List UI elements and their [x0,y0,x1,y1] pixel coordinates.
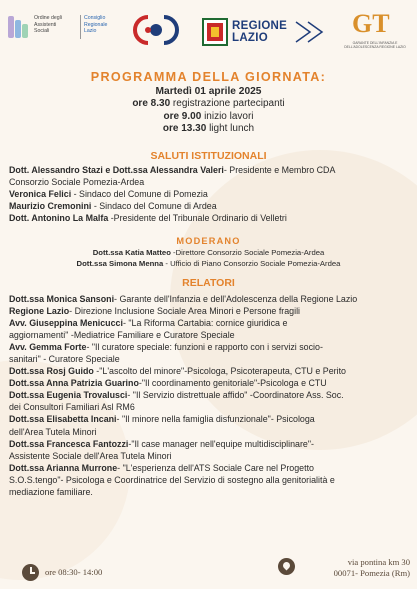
speaker-line [9,188,411,200]
speaker-line [9,164,411,176]
schedule-label: inizio lavori [204,110,254,122]
speaker-line [9,462,411,474]
moderator-role: -Direttore Consorzio Sociale Pomezia-Ardea [170,248,325,257]
clock-icon [22,564,39,581]
speaker-line [9,200,411,212]
schedule-item [0,111,417,124]
speaker-role: - Direzione Inclusione Sociale Area Minori e Persone fragili [69,306,301,317]
speaker-role: S.O.S.tengo"- Psicologa e Coordinatrice del Servizio di sostegno alla genitorialità e [9,474,335,485]
speaker-name: Maurizio Cremonini [9,201,92,212]
consiglio-logo-text [84,15,124,35]
speaker-line [9,401,411,413]
ordine-logo-text [34,15,78,35]
consiglio-line: Lazio [84,28,97,34]
speaker-name: Dott.ssa Elisabetta Incani [9,414,117,425]
regione-lazio-logo [202,18,324,46]
page-title: PROGRAMMA DELLA GIORNATA: [90,70,327,84]
garante-logo-text: GARANTE DELL'INFANZIA E DELL'ADOLESCENZA REGIONE LAZIO [344,41,406,49]
saluti-heading: SALUTI ISTITUZIONALI [150,150,267,162]
consorzio-logo-icon [128,13,184,47]
regione-arrow-icon [294,20,324,44]
speaker-name: Dott.ssa Arianna Murrone [9,462,118,473]
event-hours: ore 08:30- 14:00 [45,567,103,577]
moderator-line [0,248,417,259]
speaker-role: Assistente Sociale dell'Area Tutela Minori [9,450,172,461]
speaker-name: Regione Lazio [9,306,70,317]
speaker-role: -"Il case manager nell'equipe multidisciplinare"- [128,438,314,449]
relatori-heading: RELATORI [182,277,235,289]
schedule-time: ore 9.00 [163,110,202,122]
logo-separator [80,15,81,39]
speaker-line [9,317,411,329]
regione-line: LAZIO [232,32,268,44]
speaker-name: Avv. Giuseppina Menicucci [9,318,123,329]
speaker-role: -Presidente del Tribunale Ordinario di Velletri [108,213,287,224]
speaker-role: - "La Riforma Cartabia: cornice giuridica e [122,318,288,329]
speaker-role: dei Consultori Familiari Asl RM6 [9,402,135,413]
speaker-role: Consorzio Sociale Pomezia-Ardea [9,177,145,188]
speaker-role: mediazione familiare. [9,486,93,497]
ordine-line: Assistenti [34,21,57,28]
moderator-name: Dott.ssa Katia Matteo [92,248,171,257]
speaker-line [9,341,411,353]
location-pin-icon [278,558,295,575]
speaker-name: Dott.ssa Rosj Guido [9,366,94,377]
speaker-name: Dott.ssa Monica Sansoni [9,294,115,304]
speaker-line [9,426,411,438]
regione-line: REGIONE [232,20,288,32]
speaker-line [9,486,411,498]
speaker-role: - Garante dell'Infanzia e dell'Adolescenza della Regione Lazio [114,294,358,304]
relatori-list [9,293,411,498]
speaker-line [9,329,411,341]
footer [0,552,417,589]
speaker-name: Dott.ssa Eugenia Trovalusci [9,390,128,401]
schedule-label: light lunch [209,123,255,135]
speaker-line [9,377,411,389]
speaker-role: - "Il Servizio distrettuale affido" -Coordinatore Ass. Soc. [127,390,344,401]
schedule-time: ore 13.30 [162,123,207,135]
speaker-line [9,438,411,450]
speaker-name: Dott.ssa Anna Patrizia Guarino [9,378,139,389]
garante-logo-mark: GT [352,9,390,38]
speaker-line [9,212,411,224]
speaker-line [9,389,411,401]
speaker-role: - "Il minore nella famiglia disfunzionale"- Psicologa [116,414,315,425]
speaker-line [9,305,411,317]
speaker-line [9,365,411,377]
moderano-list [0,248,417,269]
speaker-role: -"L'ascolto del minore"-Psicologa, Psicoterapeuta, CTU e Perito [93,366,346,377]
speaker-role: - Sindaco del Comune di Pomezia [71,189,208,200]
schedule-item [0,98,417,111]
speaker-role: - "L'esperienza dell'ATS Sociale Care nel Progetto [117,462,314,473]
address-line: 00071- Pomezia (Rm) [333,568,410,578]
speaker-role: -"Il coordinamento genitoriale"-Psicologa e CTU [138,378,327,389]
speaker-name: Dott. Antonino La Malfa [9,213,109,224]
event-date: Martedì 01 aprile 2025 [155,86,262,97]
moderator-role: - Ufficio di Piano Consorzio Sociale Pomezia-Ardea [163,258,341,268]
ordine-line: Ordine degli [34,15,62,21]
speaker-name: Veronica Felici [9,189,72,200]
regione-logo-text [232,20,287,44]
moderator-name: Dott.ssa Simona Menna [76,258,164,268]
program-header [0,70,417,136]
speaker-line [9,474,411,486]
speaker-role: sanitari" - Curatore Speciale [9,354,120,365]
consiglio-line: Regionale [84,21,108,28]
ordine-line: Sociali [34,28,50,34]
schedule-item [0,123,417,136]
moderano-heading: MODERANO [176,236,241,246]
speaker-name: Dott.ssa Francesca Fantozzi [9,438,129,449]
speaker-name: Avv. Gemma Forte [9,342,87,353]
speaker-line [9,353,411,365]
speaker-line [9,450,411,462]
garante-infanzia-logo [340,10,410,52]
ordine-logo-icon [6,14,30,40]
speaker-line [9,293,411,305]
speaker-name: Dott. Alessandro Stazi e Dott.ssa Alessandra Valeri [9,165,224,175]
logo-bar [0,0,417,60]
consiglio-line: Consiglio [84,15,106,21]
regione-crest-icon [202,18,228,46]
speaker-role: - Sindaco del Comune di Ardea [91,201,217,212]
moderator-line [0,259,417,270]
speaker-line [9,413,411,425]
schedule-label: registrazione partecipanti [172,98,285,109]
schedule-time: ore 8.30 [132,98,171,109]
speaker-role: aggiornamenti" -Mediatrice Familiare e Curatore Speciale [9,330,235,341]
saluti-list [9,164,411,224]
ordine-assistenti-sociali-logo [6,12,124,42]
speaker-line [9,176,411,188]
speaker-role: dell'Area Tutela Minori [9,426,97,437]
speaker-role: - "Il curatore speciale: funzioni e rapporto con i servizi socio- [86,342,323,353]
address-line: via pontina km 30 [347,557,410,567]
speaker-role: - Presidente e Membro CDA [223,165,336,175]
